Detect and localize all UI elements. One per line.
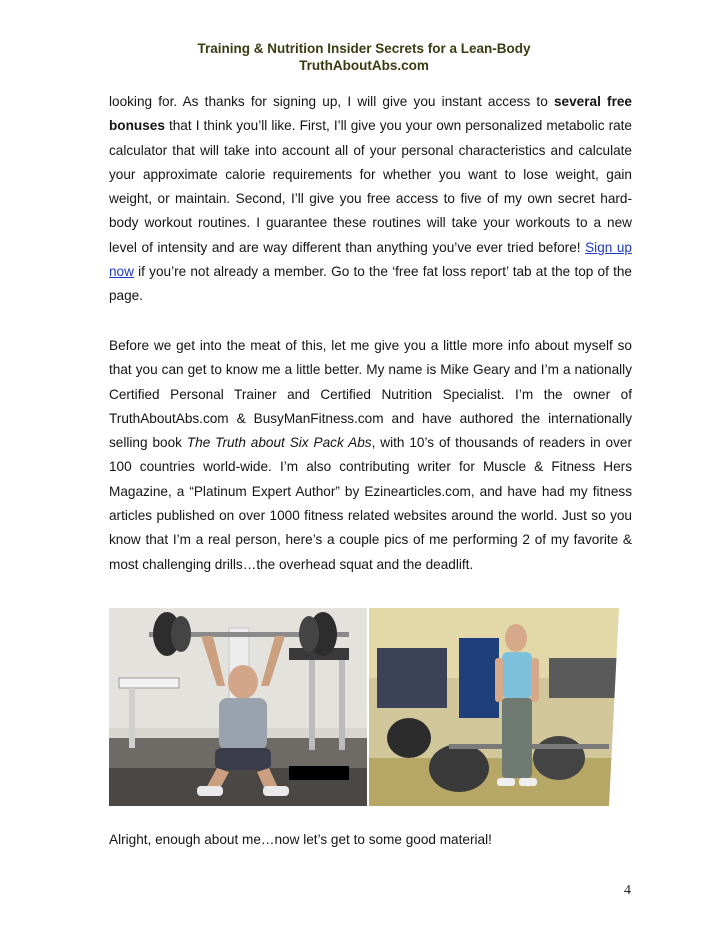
- paragraph-text: that I think you’ll like. First, I’ll give you your own personalized metabolic rate calculator that will take into account all of your personal characteristics and calculate your approximate calorie requirements for whether you want to lose weight, gain weight, or maintain. Second, I’ll give you free access to five of my own secret hard-body workout routines. I guarantee these routines will take your workouts to a new level of intensity and are way different than anything you’ve ever tried before!: [109, 118, 632, 255]
- paragraph-about-author: [109, 334, 632, 577]
- header-title: Training & Nutrition Insider Secrets for a Lean-Body: [197, 41, 531, 56]
- paragraph-text: Before we get into the meat of this, let me give you a little more info about myself so that you can get to know me a little better. My name is Mike Geary and I’m a nationally Certified Personal Trainer and Certified Nutrition Specialist. I’m the owner of TruthAboutAbs.com & BusyManFitness.com and have authored the internationally selling book: [109, 338, 632, 451]
- overhead-squat-photo: [109, 608, 367, 806]
- bold-bonuses: several free bonuses: [109, 94, 632, 134]
- paragraph-text: looking for. As thanks for signing up, I will give you instant access to: [109, 94, 554, 109]
- paragraph-text: if you’re not already a member. Go to the ‘free fat loss report’ tab at the top of the page.: [109, 264, 632, 304]
- page-number: 4: [624, 883, 631, 898]
- paragraph-text: , with 10’s of thousands of readers in over 100 countries world-wide. I’m also contributing writer for Muscle & Fitness Hers Magazine, a “Platinum Expert Author” by Ezinearticles.com, and have had my fitness articles published on over 1000 fitness related websites around the world. Just so you know that I’m a real person, here’s a couple pics of me performing 2 of my favorite & most challenging drills…the overhead squat and the deadlift.: [109, 435, 632, 572]
- exercise-photos: [109, 608, 632, 806]
- header-site: TruthAboutAbs.com: [299, 58, 429, 73]
- paragraph-closing: Alright, enough about me…now let’s get to some good material!: [109, 832, 492, 847]
- book-title: The Truth about Six Pack Abs: [186, 435, 372, 451]
- sign-up-link[interactable]: Sign up now: [109, 239, 632, 280]
- deadlift-photo: [369, 608, 632, 806]
- paragraph-signup-bonuses: [109, 90, 632, 309]
- running-header: [0, 40, 728, 74]
